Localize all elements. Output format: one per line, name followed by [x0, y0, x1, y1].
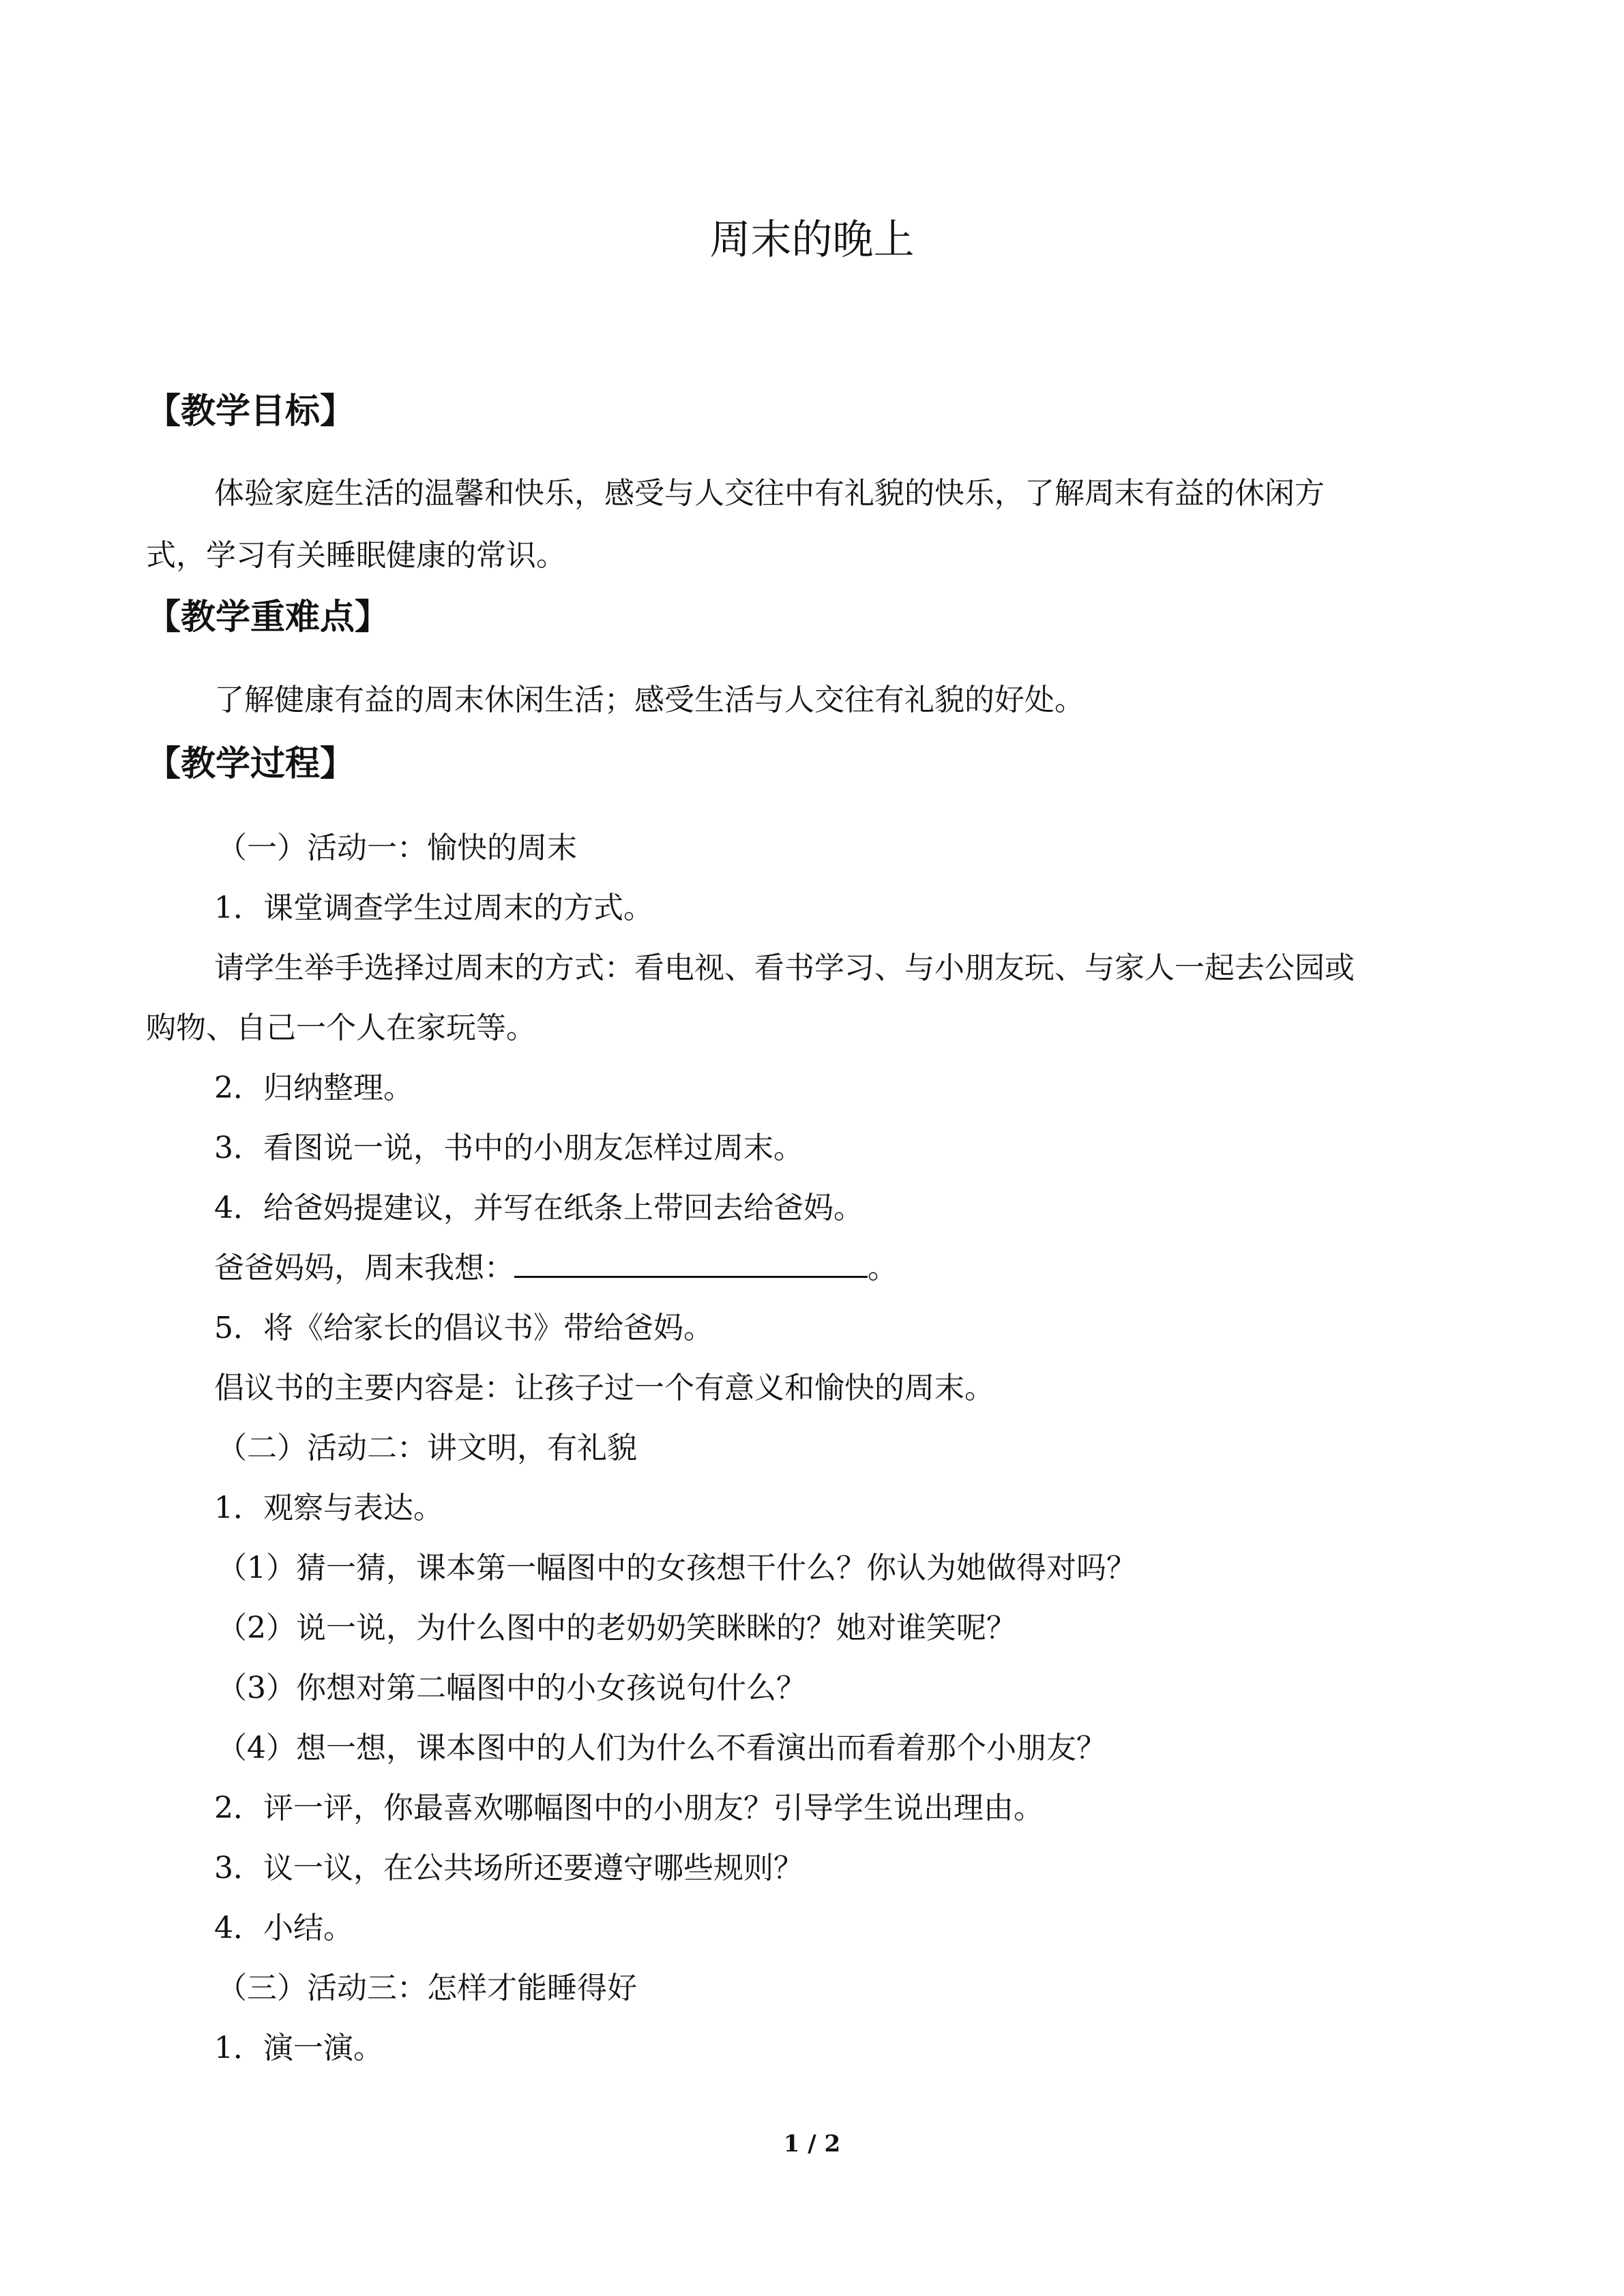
- process-item: 1．演一演。: [214, 2031, 383, 2066]
- activity-1-heading: （一）活动一：愉快的周末: [217, 831, 577, 865]
- process-item: （3）你想对第二幅图中的小女孩说句什么？: [217, 1671, 806, 1705]
- process-item: 2．评一评，你最喜欢哪幅图中的小朋友？引导学生说出理由。: [214, 1791, 1044, 1825]
- fill-in-blank: [514, 1249, 868, 1278]
- process-item: 请学生举手选择过周末的方式：看电视、看书学习、与小朋友玩、与家人一起去公园或: [214, 951, 1355, 985]
- section-heading-process: 【教学过程】: [146, 744, 355, 784]
- process-item: 5．将《给家长的倡议书》带给爸妈。: [214, 1311, 713, 1345]
- activity-3-heading: （三）活动三：怎样才能睡得好: [217, 1971, 637, 2006]
- process-item: 倡议书的主要内容是：让孩子过一个有意义和愉快的周末。: [214, 1371, 994, 1405]
- process-item: （1）猜一猜，课本第一幅图中的女孩想干什么？你认为她做得对吗？: [217, 1551, 1136, 1585]
- suggestion-line: [214, 1248, 898, 1289]
- process-item: （4）想一想，课本图中的人们为什么不看演出而看着那个小朋友？: [217, 1731, 1106, 1765]
- key-points-paragraph: 了解健康有益的周末休闲生活；感受生活与人交往有礼貌的好处。: [214, 683, 1084, 717]
- process-item: 3．看图说一说，书中的小朋友怎样过周末。: [214, 1131, 803, 1165]
- process-item: 4．给爸妈提建议，并写在纸条上带回去给爸妈。: [214, 1191, 863, 1225]
- process-item: 购物、自己一个人在家玩等。: [146, 1011, 536, 1045]
- goals-paragraph-line-1: 体验家庭生活的温馨和快乐，感受与人交往中有礼貌的快乐，了解周末有益的休闲方: [214, 476, 1325, 511]
- suggestion-period: 。: [868, 1251, 898, 1285]
- activity-2-heading: （二）活动二：讲文明，有礼貌: [217, 1431, 637, 1465]
- process-item: 1．课堂调查学生过周末的方式。: [214, 891, 653, 925]
- process-item: （2）说一说，为什么图中的老奶奶笑眯眯的？她对谁笑呢？: [217, 1611, 1016, 1645]
- section-heading-goals: 【教学目标】: [146, 391, 355, 432]
- document-title: 周末的晚上: [709, 216, 915, 264]
- suggestion-prompt: 爸爸妈妈，周末我想：: [214, 1251, 514, 1285]
- process-item: 2．归纳整理。: [214, 1071, 413, 1105]
- section-heading-key-points: 【教学重难点】: [146, 597, 390, 638]
- page-number: 1 / 2: [783, 2130, 841, 2158]
- process-item: 1．观察与表达。: [214, 1491, 443, 1525]
- process-item: 3．议一议，在公共场所还要遵守哪些规则？: [214, 1851, 803, 1885]
- goals-paragraph-line-2: 式，学习有关睡眠健康的常识。: [146, 538, 566, 573]
- process-item: 4．小结。: [214, 1911, 353, 1945]
